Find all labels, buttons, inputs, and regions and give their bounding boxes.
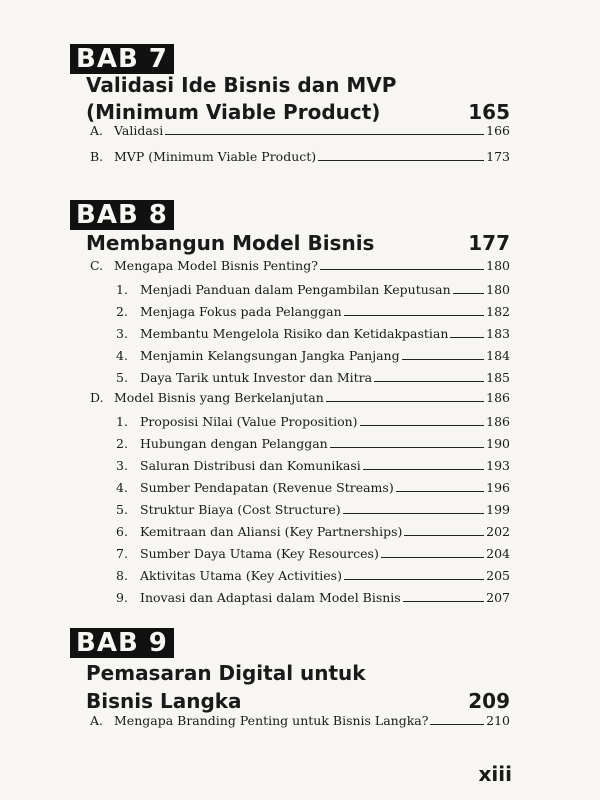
entry-page: 166 xyxy=(486,123,510,138)
leader-line xyxy=(344,579,484,580)
leader-line xyxy=(381,557,484,558)
leader-line xyxy=(330,447,484,448)
leader-line xyxy=(402,359,485,360)
subentry-page: 196 xyxy=(486,480,510,495)
entry-page: 210 xyxy=(486,713,510,728)
subentry-page: 202 xyxy=(486,524,510,539)
leader-line xyxy=(320,269,484,270)
entry-label: A. xyxy=(90,713,104,728)
leader-line xyxy=(453,293,484,294)
chapter-7-title-line1: Validasi Ide Bisnis dan MVP xyxy=(86,73,397,97)
page-folio: xiii xyxy=(478,762,512,786)
toc-subentry[interactable] xyxy=(116,501,510,519)
toc-subentry[interactable] xyxy=(116,413,510,431)
subentry-text: Struktur Biaya (Cost Structure) xyxy=(140,502,341,517)
subentry-page: 205 xyxy=(486,568,510,583)
subentry-number: 1. xyxy=(116,414,128,429)
subentry-number: 2. xyxy=(116,436,128,451)
leader-line xyxy=(430,724,484,725)
subentry-text: Aktivitas Utama (Key Activities) xyxy=(140,568,342,583)
subentry-number: 8. xyxy=(116,568,128,583)
subentry-number: 3. xyxy=(116,326,128,341)
toc-subentry[interactable] xyxy=(116,567,510,585)
subentry-page: 182 xyxy=(486,304,510,319)
toc-subentry[interactable] xyxy=(116,457,510,475)
chapter-9-page: 209 xyxy=(468,689,510,713)
toc-subentry[interactable] xyxy=(116,325,510,343)
entry-label: C. xyxy=(90,258,104,273)
subentry-number: 4. xyxy=(116,348,128,363)
toc-subentry[interactable] xyxy=(116,589,510,607)
subentry-text: Menjaga Fokus pada Pelanggan xyxy=(140,304,342,319)
subentry-page: 190 xyxy=(486,436,510,451)
toc-subentry[interactable] xyxy=(116,523,510,541)
subentry-page: 185 xyxy=(486,370,510,385)
toc-entry[interactable] xyxy=(90,389,510,407)
entry-page: 186 xyxy=(486,390,510,405)
chapter-7-badge: BAB 7 xyxy=(70,44,174,74)
chapter-7-title-line2: (Minimum Viable Product) xyxy=(86,100,381,124)
subentry-text: Proposisi Nilai (Value Proposition) xyxy=(140,414,358,429)
subentry-text: Sumber Daya Utama (Key Resources) xyxy=(140,546,379,561)
leader-line xyxy=(396,491,484,492)
chapter-7-page: 165 xyxy=(468,100,510,124)
leader-line xyxy=(363,469,484,470)
entry-label: A. xyxy=(90,123,104,138)
chapter-9-title-line1: Pemasaran Digital untuk xyxy=(86,661,366,685)
chapter-9-badge: BAB 9 xyxy=(70,628,174,658)
leader-line xyxy=(326,401,484,402)
toc-subentry[interactable] xyxy=(116,435,510,453)
toc-entry[interactable] xyxy=(90,257,510,275)
leader-line xyxy=(404,535,484,536)
subentry-number: 1. xyxy=(116,282,128,297)
leader-line xyxy=(344,315,484,316)
subentry-text: Daya Tarik untuk Investor dan Mitra xyxy=(140,370,373,385)
toc-subentry[interactable] xyxy=(116,281,510,299)
subentry-number: 3. xyxy=(116,458,128,473)
entry-text: Mengapa Model Bisnis Penting? xyxy=(114,258,318,273)
chapter-8-page: 177 xyxy=(468,231,510,255)
subentry-page: 184 xyxy=(486,348,510,363)
entry-page: 173 xyxy=(486,149,510,164)
entry-text: Model Bisnis yang Berkelanjutan xyxy=(114,390,324,405)
subentry-text: Membantu Mengelola Risiko dan Ketidakpastian xyxy=(140,326,449,341)
toc-entry[interactable] xyxy=(90,122,510,140)
subentry-page: 204 xyxy=(486,546,510,561)
toc-subentry[interactable] xyxy=(116,479,510,497)
toc-entry[interactable] xyxy=(90,148,510,166)
chapter-8-badge: BAB 8 xyxy=(70,200,174,230)
subentry-page: 186 xyxy=(486,414,510,429)
leader-line xyxy=(318,160,484,161)
subentry-number: 5. xyxy=(116,502,128,517)
toc-entry[interactable] xyxy=(90,712,510,730)
subentry-number: 4. xyxy=(116,480,128,495)
subentry-number: 6. xyxy=(116,524,128,539)
subentry-page: 193 xyxy=(486,458,510,473)
toc-subentry[interactable] xyxy=(116,347,510,365)
toc-subentry[interactable] xyxy=(116,303,510,321)
subentry-number: 5. xyxy=(116,370,128,385)
subentry-text: Kemitraan dan Aliansi (Key Partnerships) xyxy=(140,524,403,539)
chapter-8-title: Membangun Model Bisnis xyxy=(86,231,375,255)
leader-line xyxy=(374,381,484,382)
toc-subentry[interactable] xyxy=(116,369,510,387)
entry-label: B. xyxy=(90,149,104,164)
entry-text: Validasi xyxy=(114,123,164,138)
entry-page: 180 xyxy=(486,258,510,273)
leader-line xyxy=(403,601,484,602)
subentry-text: Hubungan dengan Pelanggan xyxy=(140,436,328,451)
subentry-number: 9. xyxy=(116,590,128,605)
subentry-text: Menjadi Panduan dalam Pengambilan Keputusan xyxy=(140,282,451,297)
subentry-page: 207 xyxy=(486,590,510,605)
chapter-9-title-line2: Bisnis Langka xyxy=(86,689,242,713)
leader-line xyxy=(165,134,484,135)
toc-subentry[interactable] xyxy=(116,545,510,563)
subentry-text: Saluran Distribusi dan Komunikasi xyxy=(140,458,361,473)
subentry-text: Sumber Pendapatan (Revenue Streams) xyxy=(140,480,394,495)
subentry-number: 7. xyxy=(116,546,128,561)
subentry-page: 199 xyxy=(486,502,510,517)
subentry-number: 2. xyxy=(116,304,128,319)
entry-text: Mengapa Branding Penting untuk Bisnis Langka? xyxy=(114,713,429,728)
subentry-page: 183 xyxy=(486,326,510,341)
leader-line xyxy=(450,337,484,338)
subentry-text: Inovasi dan Adaptasi dalam Model Bisnis xyxy=(140,590,401,605)
entry-label: D. xyxy=(90,390,104,405)
entry-text: MVP (Minimum Viable Product) xyxy=(114,149,317,164)
leader-line xyxy=(360,425,485,426)
leader-line xyxy=(343,513,484,514)
subentry-page: 180 xyxy=(486,282,510,297)
subentry-text: Menjamin Kelangsungan Jangka Panjang xyxy=(140,348,400,363)
